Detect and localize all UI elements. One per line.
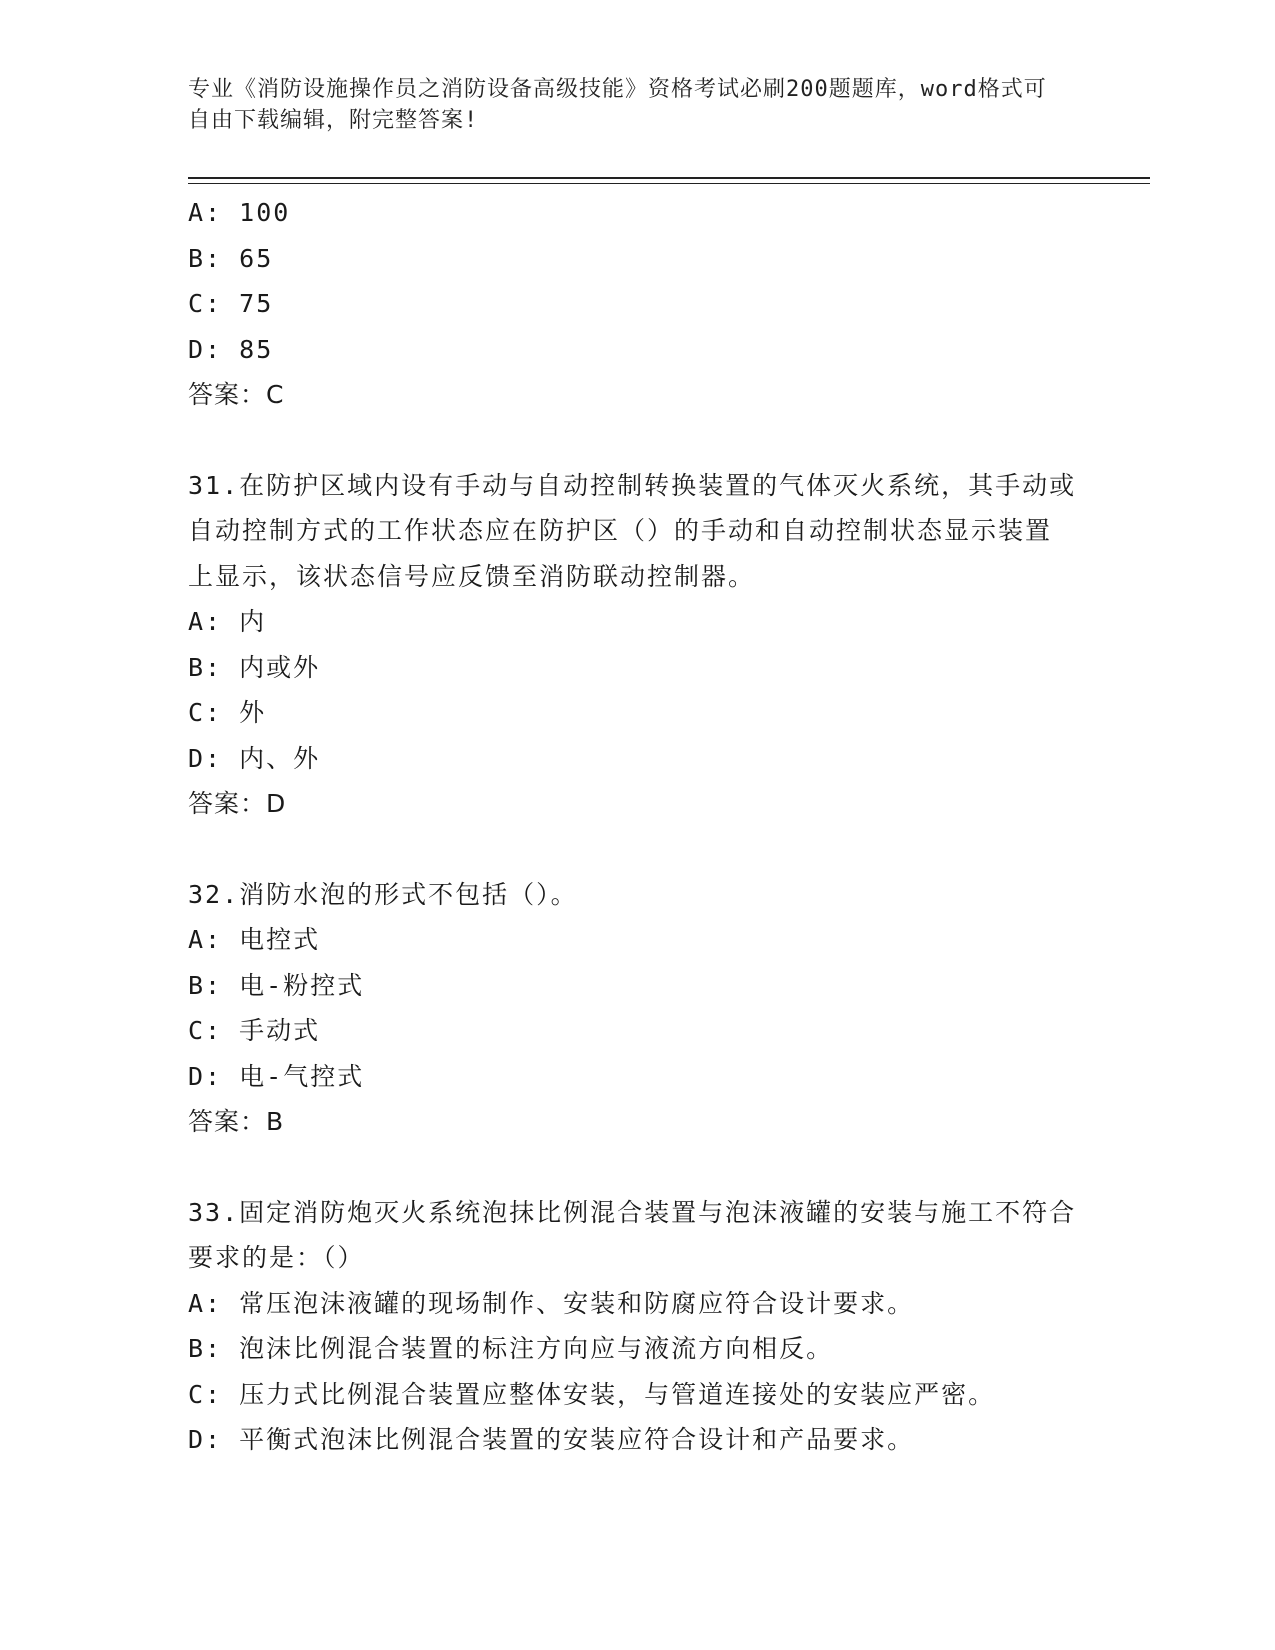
option-d: D: 电-气控式 [188, 1061, 365, 1091]
option-c: C: 75 [188, 289, 274, 318]
option-b: B: 电-粉控式 [188, 970, 365, 1000]
answer: 答案：C [188, 380, 285, 409]
option-a: A: 电控式 [188, 925, 321, 954]
option-a: A: 内 [188, 607, 267, 636]
option-c: C: 压力式比例混合装置应整体安装，与管道连接处的安装应严密。 [188, 1379, 996, 1409]
question-stem: 33.固定消防炮灭火系统泡抹比例混合装置与泡沫液罐的安装与施工不符合要求的是：（） [188, 1197, 1077, 1272]
option-d: D: 85 [188, 334, 274, 364]
question-list [188, 190, 1088, 1463]
question-31 [188, 463, 1088, 827]
question-stem: 31.在防护区域内设有手动与自动控制转换装置的气体灭火系统，其手动或自动控制方式的工作状态应在防护区（）的手动和自动控制状态显示装置上显示，该状态信号应反馈至消防联动控制器。 [188, 470, 1077, 591]
option-c: C: 手动式 [188, 1016, 321, 1045]
option-d: D: 内、外 [188, 743, 321, 773]
option-a: A: 100 [188, 198, 291, 227]
question-partial [188, 190, 1088, 418]
option-d: D: 平衡式泡沫比例混合装置的安装应符合设计和产品要求。 [188, 1425, 915, 1454]
header-rule-thick [188, 177, 1150, 179]
answer: 答案：D [188, 789, 287, 818]
question-32 [188, 872, 1088, 1145]
question-stem: 32.消防水泡的形式不包括（）。 [188, 879, 578, 909]
option-c: C: 外 [188, 698, 267, 727]
option-b: B: 内或外 [188, 652, 321, 682]
document-header: 专业《消防设施操作员之消防设备高级技能》资格考试必刷200题题库，word格式可自由下载编辑，附完整答案! [188, 77, 1047, 133]
answer: 答案：B [188, 1107, 285, 1136]
option-b: B: 泡沫比例混合装置的标注方向应与液流方向相反。 [188, 1334, 834, 1363]
option-a: A: 常压泡沫液罐的现场制作、安装和防腐应符合设计要求。 [188, 1288, 915, 1318]
question-33 [188, 1190, 1088, 1463]
header-rule-thin [188, 183, 1150, 184]
option-b: B: 65 [188, 243, 274, 273]
